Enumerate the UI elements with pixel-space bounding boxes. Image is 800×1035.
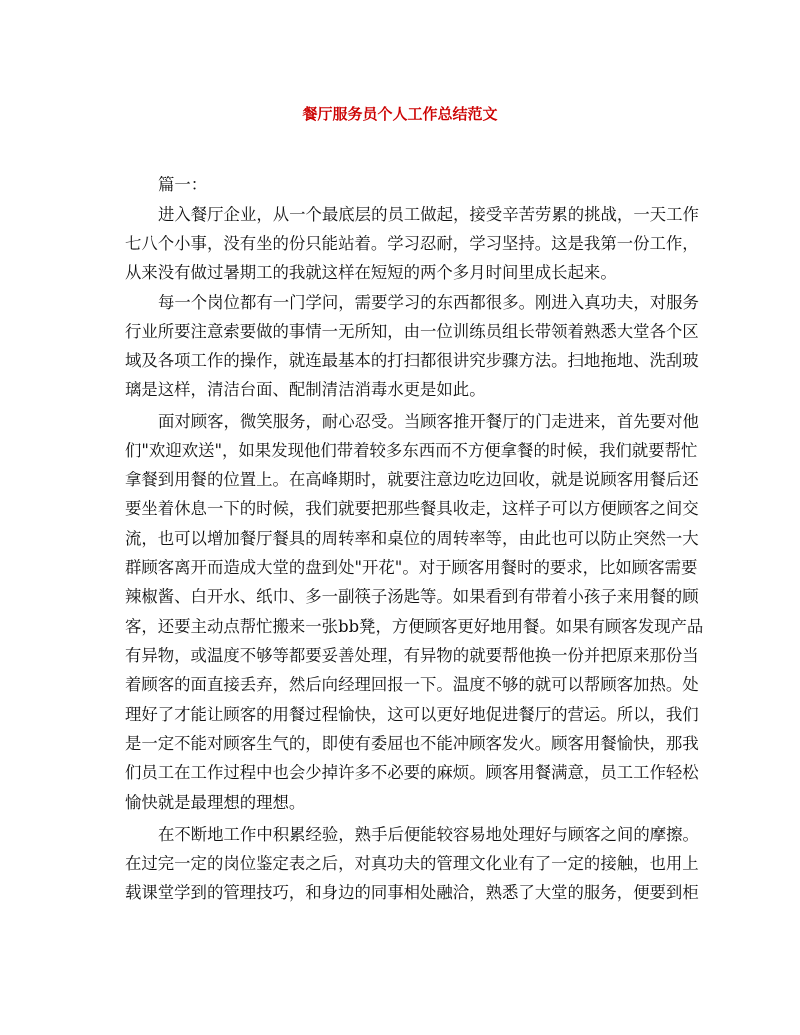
paragraph-1-line-2: 七八个小事，没有坐的份只能站着。学习忍耐，学习坚持。这是我第一份工作， <box>125 234 699 253</box>
paragraph-1-line-3: 从来没有做过暑期工的我就这样在短短的两个多月时间里成长起来。 <box>125 263 617 282</box>
paragraph-3-line-12: 是一定不能对顾客生气的，即使有委屈也不能冲顾客发火。顾客用餐愉快，那我 <box>125 734 699 753</box>
paragraph-4-line-1: 在不断地工作中积累经验，熟手后便能较容易地处理好与顾客之间的摩擦。 <box>158 825 699 844</box>
paragraph-3-line-11: 理好了才能让顾客的用餐过程愉快，这可以更好地促进餐厅的营运。所以，我们 <box>125 705 699 724</box>
paragraph-3-line-8: 客，还要主动点帮忙搬来一张bb凳，方便顾客更好地用餐。如果有顾客发现产品 <box>125 617 704 636</box>
paragraph-3-line-1: 面对顾客，微笑服务，耐心忍受。当顾客推开餐厅的门走进来，首先要对他 <box>158 412 699 431</box>
paragraph-2-line-2: 行业所要注意索要做的事情一无所知，由一位训练员组长带领着熟悉大堂各个区 <box>125 322 699 341</box>
paragraph-2-line-4: 璃是这样，清洁台面、配制清洁消毒水更是如此。 <box>125 380 486 399</box>
paragraph-3-line-2: 们"欢迎欢送"，如果发现他们带着较多东西而不方便拿餐的时候，我们就要帮忙 <box>125 441 698 460</box>
paragraph-3-line-3: 拿餐到用餐的位置上。在高峰期时，就要注意边吃边回收，就是说顾客用餐后还 <box>125 470 699 489</box>
paragraph-4-line-2: 在过完一定的岗位鉴定表之后，对真功夫的管理文化业有了一定的接触，也用上 <box>125 854 699 873</box>
paragraph-1-line-1: 进入餐厅企业，从一个最底层的员工做起，接受辛苦劳累的挑战，一天工作 <box>158 205 699 224</box>
paragraph-3-line-7: 辣椒酱、白开水、纸巾、多一副筷子汤匙等。如果看到有带着小孩子来用餐的顾 <box>125 587 699 606</box>
paragraph-3-line-9: 有异物，或温度不够等都要妥善处理，有异物的就要帮他换一份并把原来那份当 <box>125 646 699 665</box>
document-title: 餐厅服务员个人工作总结范文 <box>302 105 498 123</box>
paragraph-2-line-1: 每一个岗位都有一门学问，需要学习的东西都很多。刚进入真功夫，对服务 <box>158 293 699 312</box>
section-label: 篇一： <box>158 175 208 194</box>
paragraph-2-line-3: 域及各项工作的操作，就连最基本的打扫都很讲究步骤方法。扫地拖地、洗刮玻 <box>125 351 699 370</box>
paragraph-3-line-5: 流，也可以增加餐厅餐具的周转率和桌位的周转率等，由此也可以防止突然一大 <box>125 529 699 548</box>
paragraph-3-line-14: 愉快就是最理想的理想。 <box>125 793 306 812</box>
paragraph-4-line-3: 载课堂学到的管理技巧，和身边的同事相处融洽，熟悉了大堂的服务，便要到柜 <box>125 883 699 902</box>
paragraph-3-line-6: 群顾客离开而造成大堂的盘到处"开花"。对于顾客用餐时的要求，比如顾客需要 <box>125 558 698 577</box>
paragraph-3-line-13: 们员工在工作过程中也会少掉许多不必要的麻烦。顾客用餐满意，员工工作轻松 <box>125 763 699 782</box>
paragraph-3-line-4: 要坐着休息一下的时候，我们就要把那些餐具收走，这样子可以方便顾客之间交 <box>125 499 699 518</box>
paragraph-3-line-10: 着顾客的面直接丢弃，然后向经理回报一下。温度不够的就可以帮顾客加热。处 <box>125 675 699 694</box>
